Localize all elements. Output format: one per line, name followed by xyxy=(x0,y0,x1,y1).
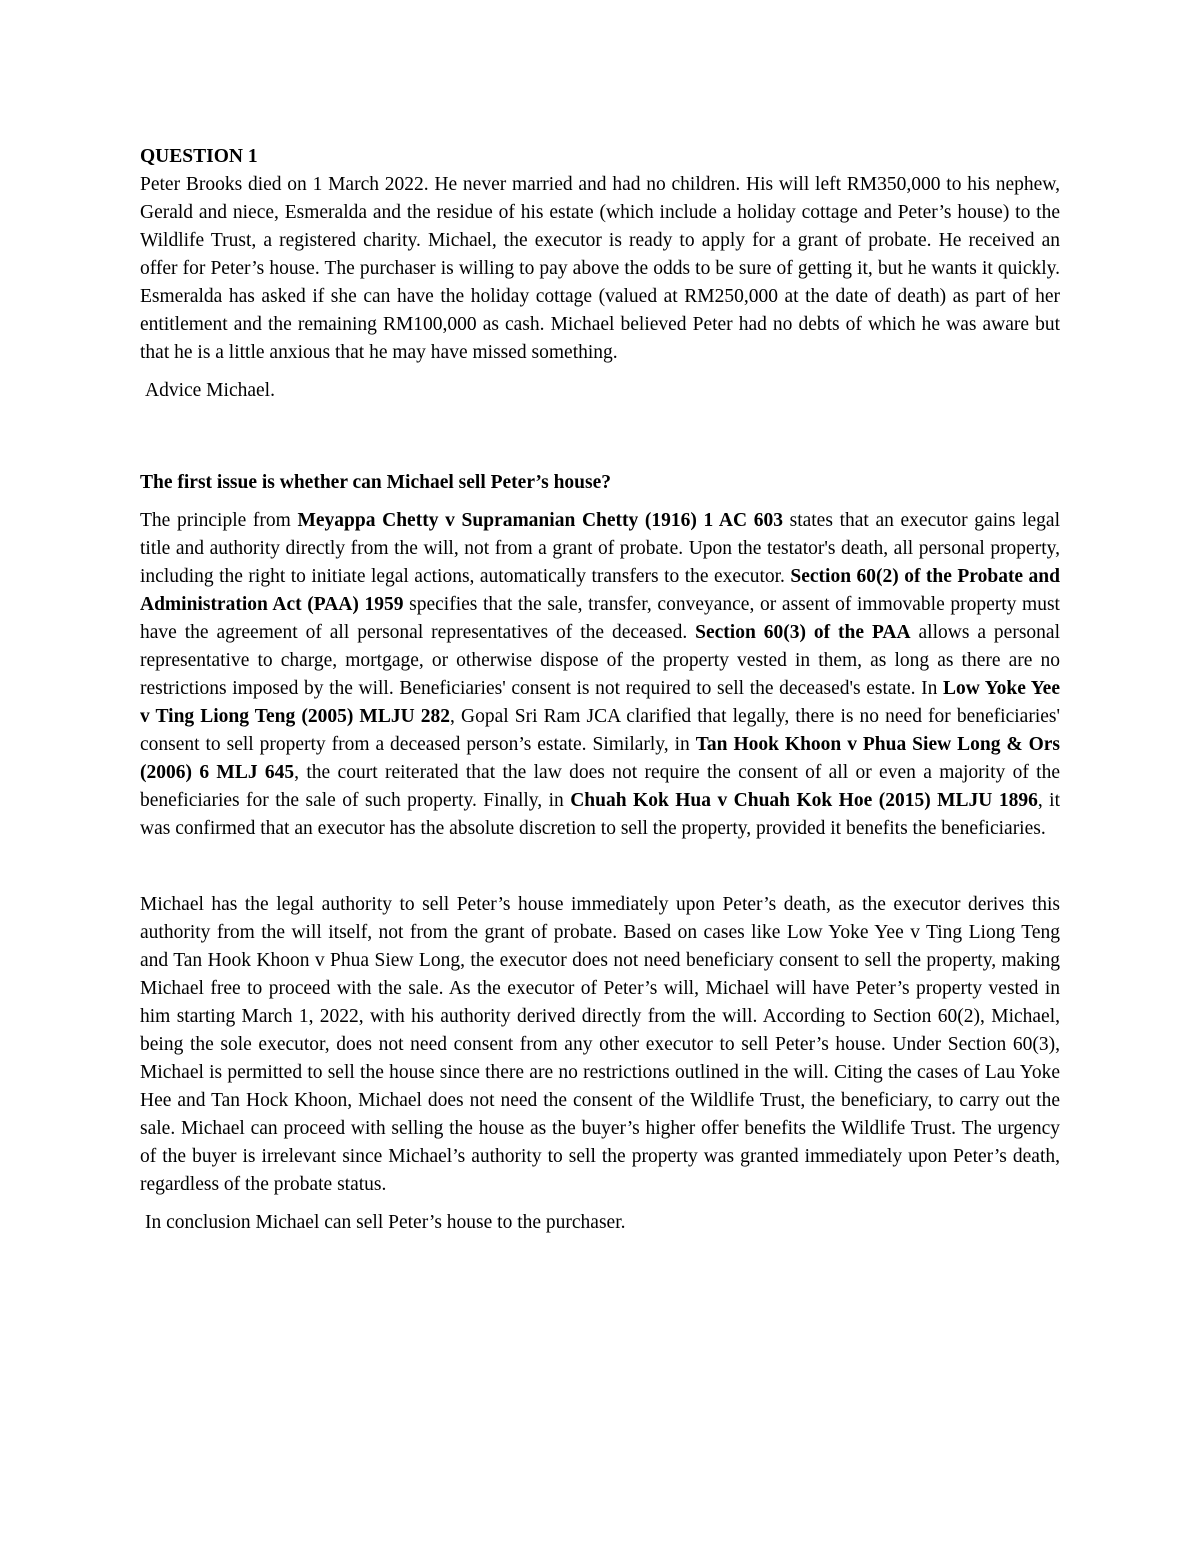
case-meyappa-chetty: Meyappa Chetty v Supramanian Chetty (1916) 1 AC 603 xyxy=(297,510,783,531)
statute-section-60-2: Section 60(2) of the Probate and Administration Act (PAA) 1959 xyxy=(140,566,1060,615)
question-instruction: Advice Michael. xyxy=(145,380,275,401)
principle-text-1: The principle from xyxy=(140,510,298,531)
principle-paragraph xyxy=(140,507,1060,843)
principle-text-2: states that an executor gains legal title and authority directly from the will, not from a grant of probate. Upon the testator's death, all personal property, including the right to initiate legal actions, automatically transfers to the executor. xyxy=(140,510,1061,587)
issue-heading: The first issue is whether can Michael sell Peter’s house? xyxy=(140,472,611,493)
principle-text-7: , it was confirmed that an executor has the absolute discretion to sell the property, provided it benefits the beneficiaries. xyxy=(140,790,1061,839)
case-low-yoke-yee: Low Yoke Yee v Ting Liong Teng (2005) MLJU 282 xyxy=(140,678,1060,727)
principle-text-5: , Gopal Sri Ram JCA clarified that legally, there is no need for beneficiaries' consent to sell property from a deceased person’s estate. Similarly, in xyxy=(140,706,1060,755)
statute-section-60-3: Section 60(3) of the PAA xyxy=(695,622,911,643)
principle-text-3: specifies that the sale, transfer, conveyance, or assent of immovable property must have the agreement of all personal representatives of the deceased. xyxy=(140,594,1060,643)
application-paragraph: Michael has the legal authority to sell Peter’s house immediately upon Peter’s death, as the executor derives this authority from the will itself, not from the grant of probate. Based on cases like Low Yoke Yee v Ting Liong Teng and Tan Hook Khoon v Phua Siew Long, the executor does not need beneficiary consent to sell the property, making Michael free to proceed with the sale. As the executor of Peter’s will, Michael will have Peter’s property vested in him starting March 1, 2022, with his authority derived directly from the will. According to Section 60(2), Michael, being the sole executor, does not need consent from any other executor to sell Peter’s house. Under Section 60(3), Michael is permitted to sell the house since there are no restrictions outlined in the will. Citing the cases of Lau Yoke Hee and Tan Hock Khoon, Michael does not need the consent of the Wildlife Trust, the beneficiary, to carry out the sale. Michael can proceed with selling the house as the buyer’s higher offer benefits the Wildlife Trust. The urgency of the buyer is irrelevant since Michael’s authority to sell the property was granted immediately upon Peter’s death, regardless of the probate status. xyxy=(140,894,1060,1195)
conclusion-paragraph: In conclusion Michael can sell Peter’s house to the purchaser. xyxy=(145,1212,626,1233)
case-chuah-kok-hua: Chuah Kok Hua v Chuah Kok Hoe (2015) MLJU 1896 xyxy=(570,790,1038,811)
case-tan-hook-khoon: Tan Hook Khoon v Phua Siew Long & Ors (2006) 6 MLJ 645 xyxy=(140,734,1060,783)
question-text: Peter Brooks died on 1 March 2022. He never married and had no children. His will left RM350,000 to his nephew, Gerald and niece, Esmeralda and the residue of his estate (which include a holiday cottage and Peter’s house) to the Wildlife Trust, a registered charity. Michael, the executor is ready to apply for a grant of probate. He received an offer for Peter’s house. The purchaser is willing to pay above the odds to be sure of getting it, but he wants it quickly. Esmeralda has asked if she can have the holiday cottage (valued at RM250,000 at the date of death) as part of her entitlement and the remaining RM100,000 as cash. Michael believed Peter had no debts of which he was aware but that he is a little anxious that he may have missed something. xyxy=(140,174,1060,363)
document-body xyxy=(140,143,1060,1237)
question-heading: QUESTION 1 xyxy=(140,146,258,167)
principle-text-4: allows a personal representative to charge, mortgage, or otherwise dispose of the property vested in them, as long as there are no restrictions imposed by the will. Beneficiaries' consent is not required to sell the deceased's estate. In xyxy=(140,622,1060,699)
principle-text-6: , the court reiterated that the law does not require the consent of all or even a majority of the beneficiaries for the sale of such property. Finally, in xyxy=(140,762,1061,811)
